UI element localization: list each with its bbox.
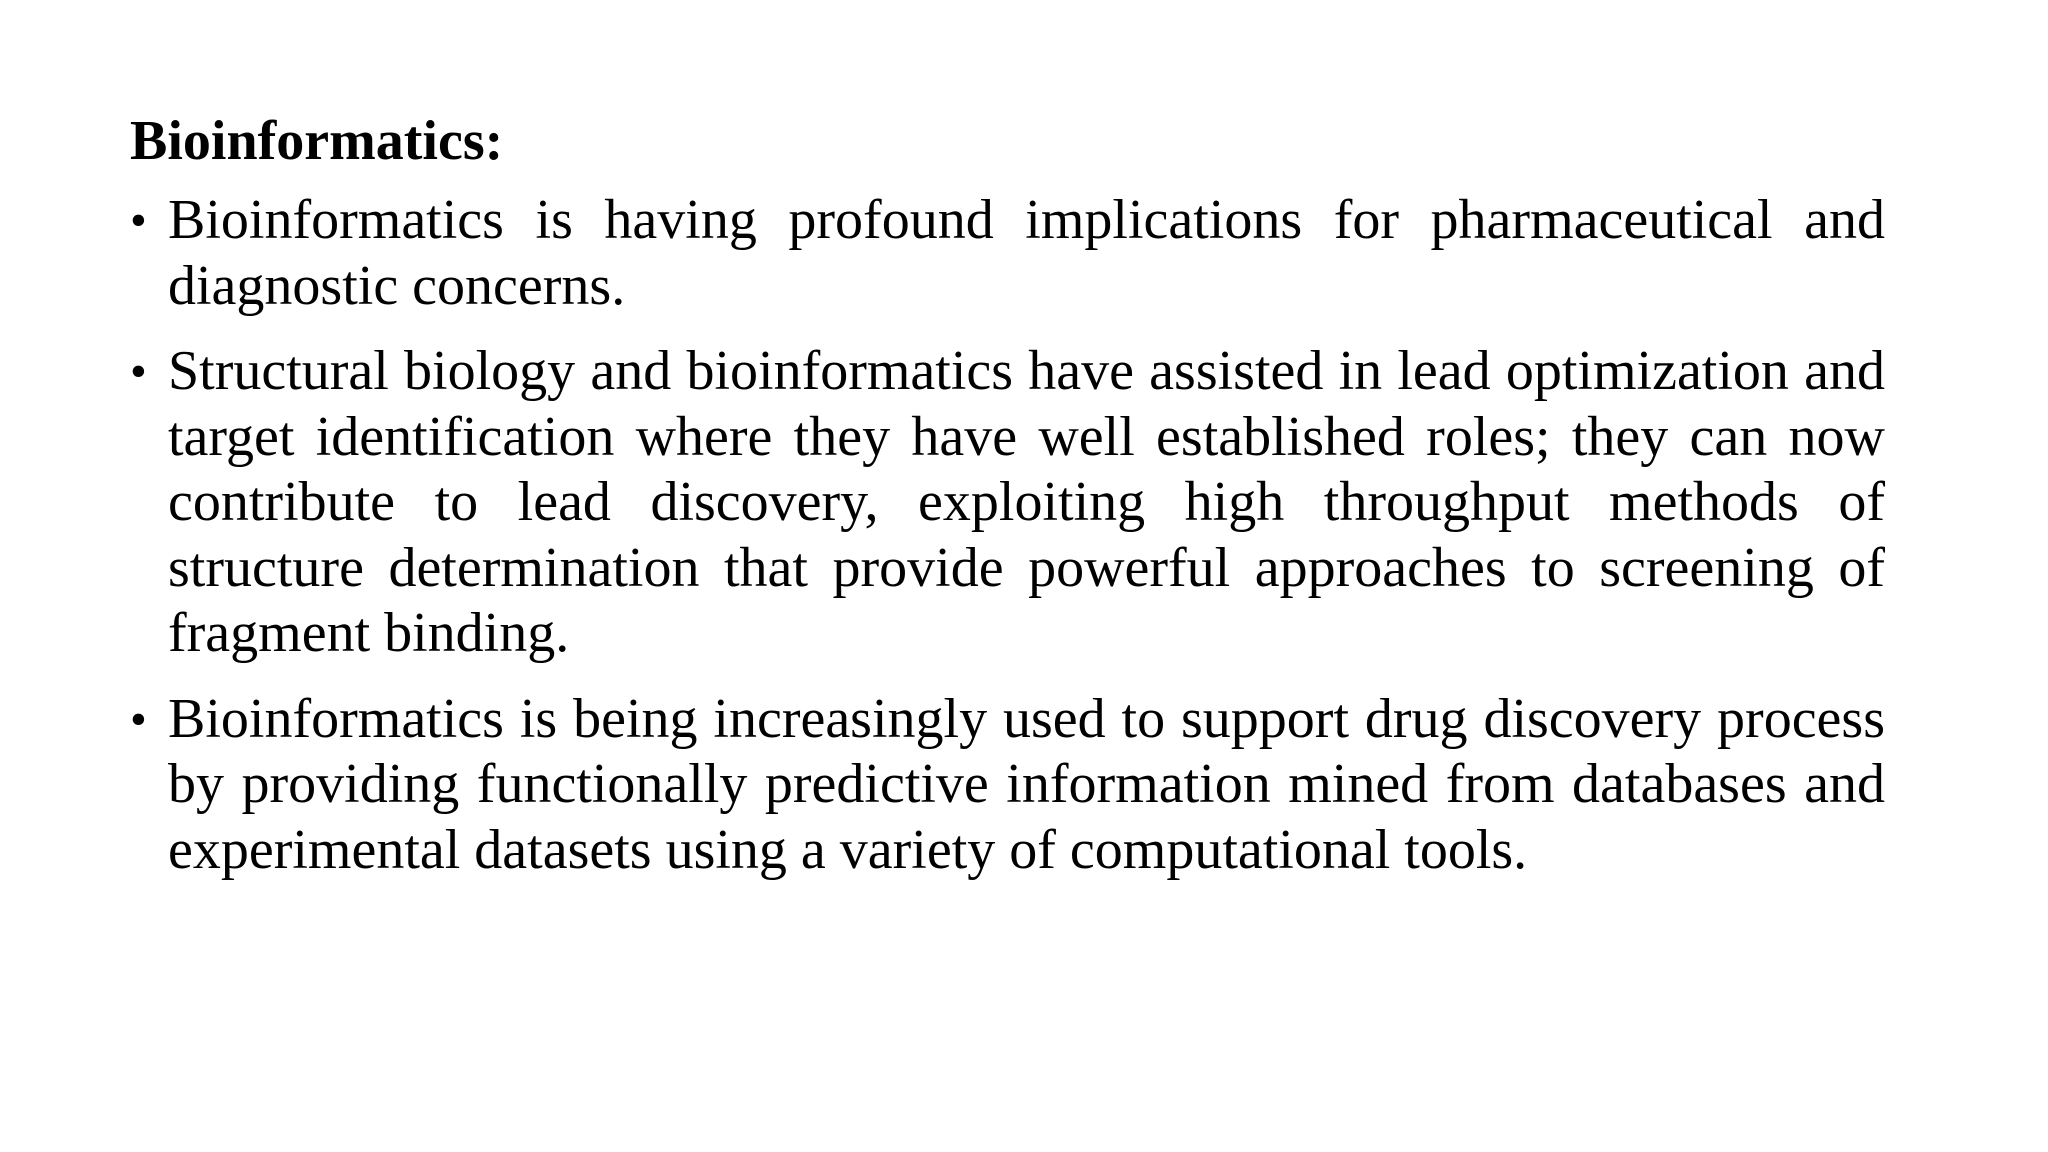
bullet-icon: • bbox=[130, 692, 147, 746]
bullet-item bbox=[130, 188, 1885, 319]
bullet-item bbox=[130, 687, 1885, 884]
bullet-text: Bioinformatics is having profound implications for pharmaceutical and diagnostic concerns. bbox=[168, 189, 1885, 317]
bullet-item bbox=[130, 339, 1885, 667]
bullet-icon: • bbox=[130, 194, 147, 247]
bullet-text: Structural biology and bioinformatics have assisted in lead optimization and target identification where they have well established roles; they can now contribute to lead discovery, exploiting high throughput methods of structure determination that provide powerful approaches to screening of fragment binding. bbox=[168, 340, 1885, 664]
slide-content bbox=[130, 108, 1885, 903]
bullet-icon: • bbox=[130, 345, 147, 398]
bullet-list bbox=[130, 188, 1885, 883]
slide-heading: Bioinformatics: bbox=[130, 110, 504, 172]
bullet-text: Bioinformatics is being increasingly used to support drug discovery process by providing functionally predictive information mined from databases and experimental datasets using a variety of computational tools. bbox=[168, 687, 1885, 881]
